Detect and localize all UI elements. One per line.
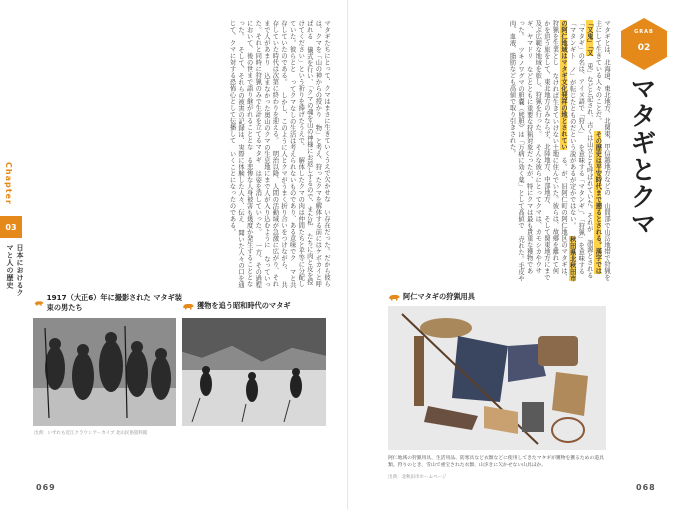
badge-word: GRAB xyxy=(634,29,654,35)
bear-icon xyxy=(34,299,44,307)
highlighted-text: 秋田県北秋田市の阿仁地域はマタギ文化発祥の地とされてい xyxy=(560,20,576,282)
right-body-text: マタギとは、北海道、東北地方、北関東、甲信越地方などの 山間部で山岳地帯で狩猟を主にして生きている人々のことだ。 その歴史は平安時代まで遡るとされる。漢字では「又鬼」「又 兎」などと記され、古くは山立とも呼ばれていた。それが 語源とされる「マタギ」の名は、アイヌ語で「狩人」 を意味する「マタンギ」、「狩猟」を意味する「マタンギト ノ」が転じたとものだという説があるが定かではない。 秋田県北秋田市の阿仁地域はマタギ文化発祥の地とされてい る。が、旧阿仁町の阿仁地区のマタギは、狩猟を生業とし なければ生きていけない土地に住んでいた。彼らは、故郷を離れて何 かを追う旅をして、東北地方のみならず、北陸地方、中部地方、 そして関東地方にまで及ぶ広範な地域を旅し、狩猟を行った。 そんな彼らにとってクマは、カモシカやウサギ、ヤマドリ などとともに重要な狩猟対象だったが、特にクマは最も貴重な獲物であ った。 ツキノワグマの胆嚢（熊胆）は「万病に効く薬」として高値で 売れた。毛皮や肉、血液、脂肪なども高値で取り引きされた。 xyxy=(508,20,610,282)
badge-number: 02 xyxy=(637,43,651,53)
left-page-number: 069 xyxy=(36,483,56,492)
page-title: マタギとクマ xyxy=(626,75,656,237)
chapter-tab xyxy=(0,160,22,300)
chapter-number: 03 xyxy=(0,216,22,238)
matagi-1917-photo xyxy=(33,318,176,426)
tools-description: 阿仁地域の狩猟用具、生活用品、防寒具など衣類などに使用してきたマタギが獲物を獲るための道具類。狩りのとき、雪山で重宝された衣類、山歩きに欠かせない山具ほか。 xyxy=(388,456,604,468)
chapter-label: Chapter xyxy=(4,162,13,205)
left-body-text: マタギたちにとって、クマはまさに生きていくうえで欠かせな い存在だった。だから彼らは、クマを「山の神からの授かり 物」と考え、狩ったクマを解体する前にはケボカイと呼ばれる 儀式を行い、「クマの魂を山の神様にお返しするので、また私 たちに肉と皮を授けてください」という祈りを捧げたうえで、 解体したクマの肉は仲間たちと平等に分配していた。彼らとと ってクマなしの生活は考えられないものであり、ある意味でク マと共存していたのである。 しかし、このように人とクマがうまく折り合いをつけながら、 共存していた時代は次第に終わりを迎える。 明治以降、人間の活動域が急激に広がり、それまで人があまり 込まなかった奥山のクマの生息地にまで人が入り込むように なっていった。それと同時に狩猟のみで生計を立てるマタギ は姿を消していった。 一方、その過程において、後の世まで語り継がれることとな る悲惨な人身被害も幾度か発生することとなった。 そして、それらの被害の記録は、実際に体験した人々、伝え 聞いた人々の口を通じて、クマに対する恐怖心として伝播して いくことになったのである。 xyxy=(228,20,330,288)
chapter-title: 日本におけるクマと人の歴史 xyxy=(6,244,24,297)
tools-credit: 出典：北秋田市ホームページ xyxy=(388,475,447,480)
grab-badge-text xyxy=(617,17,671,71)
highlighted-text: その歴史は平安時代まで遡るとされる。漢字では「又鬼」「又 xyxy=(585,20,602,275)
showa-matagi-photo xyxy=(182,318,326,426)
bear-icon xyxy=(388,293,400,301)
tools-caption: 阿仁マタギの狩猟用具 xyxy=(388,292,608,302)
bear-icon xyxy=(182,302,194,310)
right-page-number: 068 xyxy=(636,483,656,492)
photo1-caption: 1917（大正6）年に撮影された マタギ装束の男たち xyxy=(34,293,184,313)
hunting-tools-photo xyxy=(388,306,606,450)
photo2-caption: 獲物を追う昭和時代のマタギ xyxy=(182,301,332,311)
photo1-credit: 出典：いずれも近江クラウンアーカイブ 北山民俗資料館 xyxy=(34,431,148,436)
page-gutter xyxy=(347,0,348,510)
